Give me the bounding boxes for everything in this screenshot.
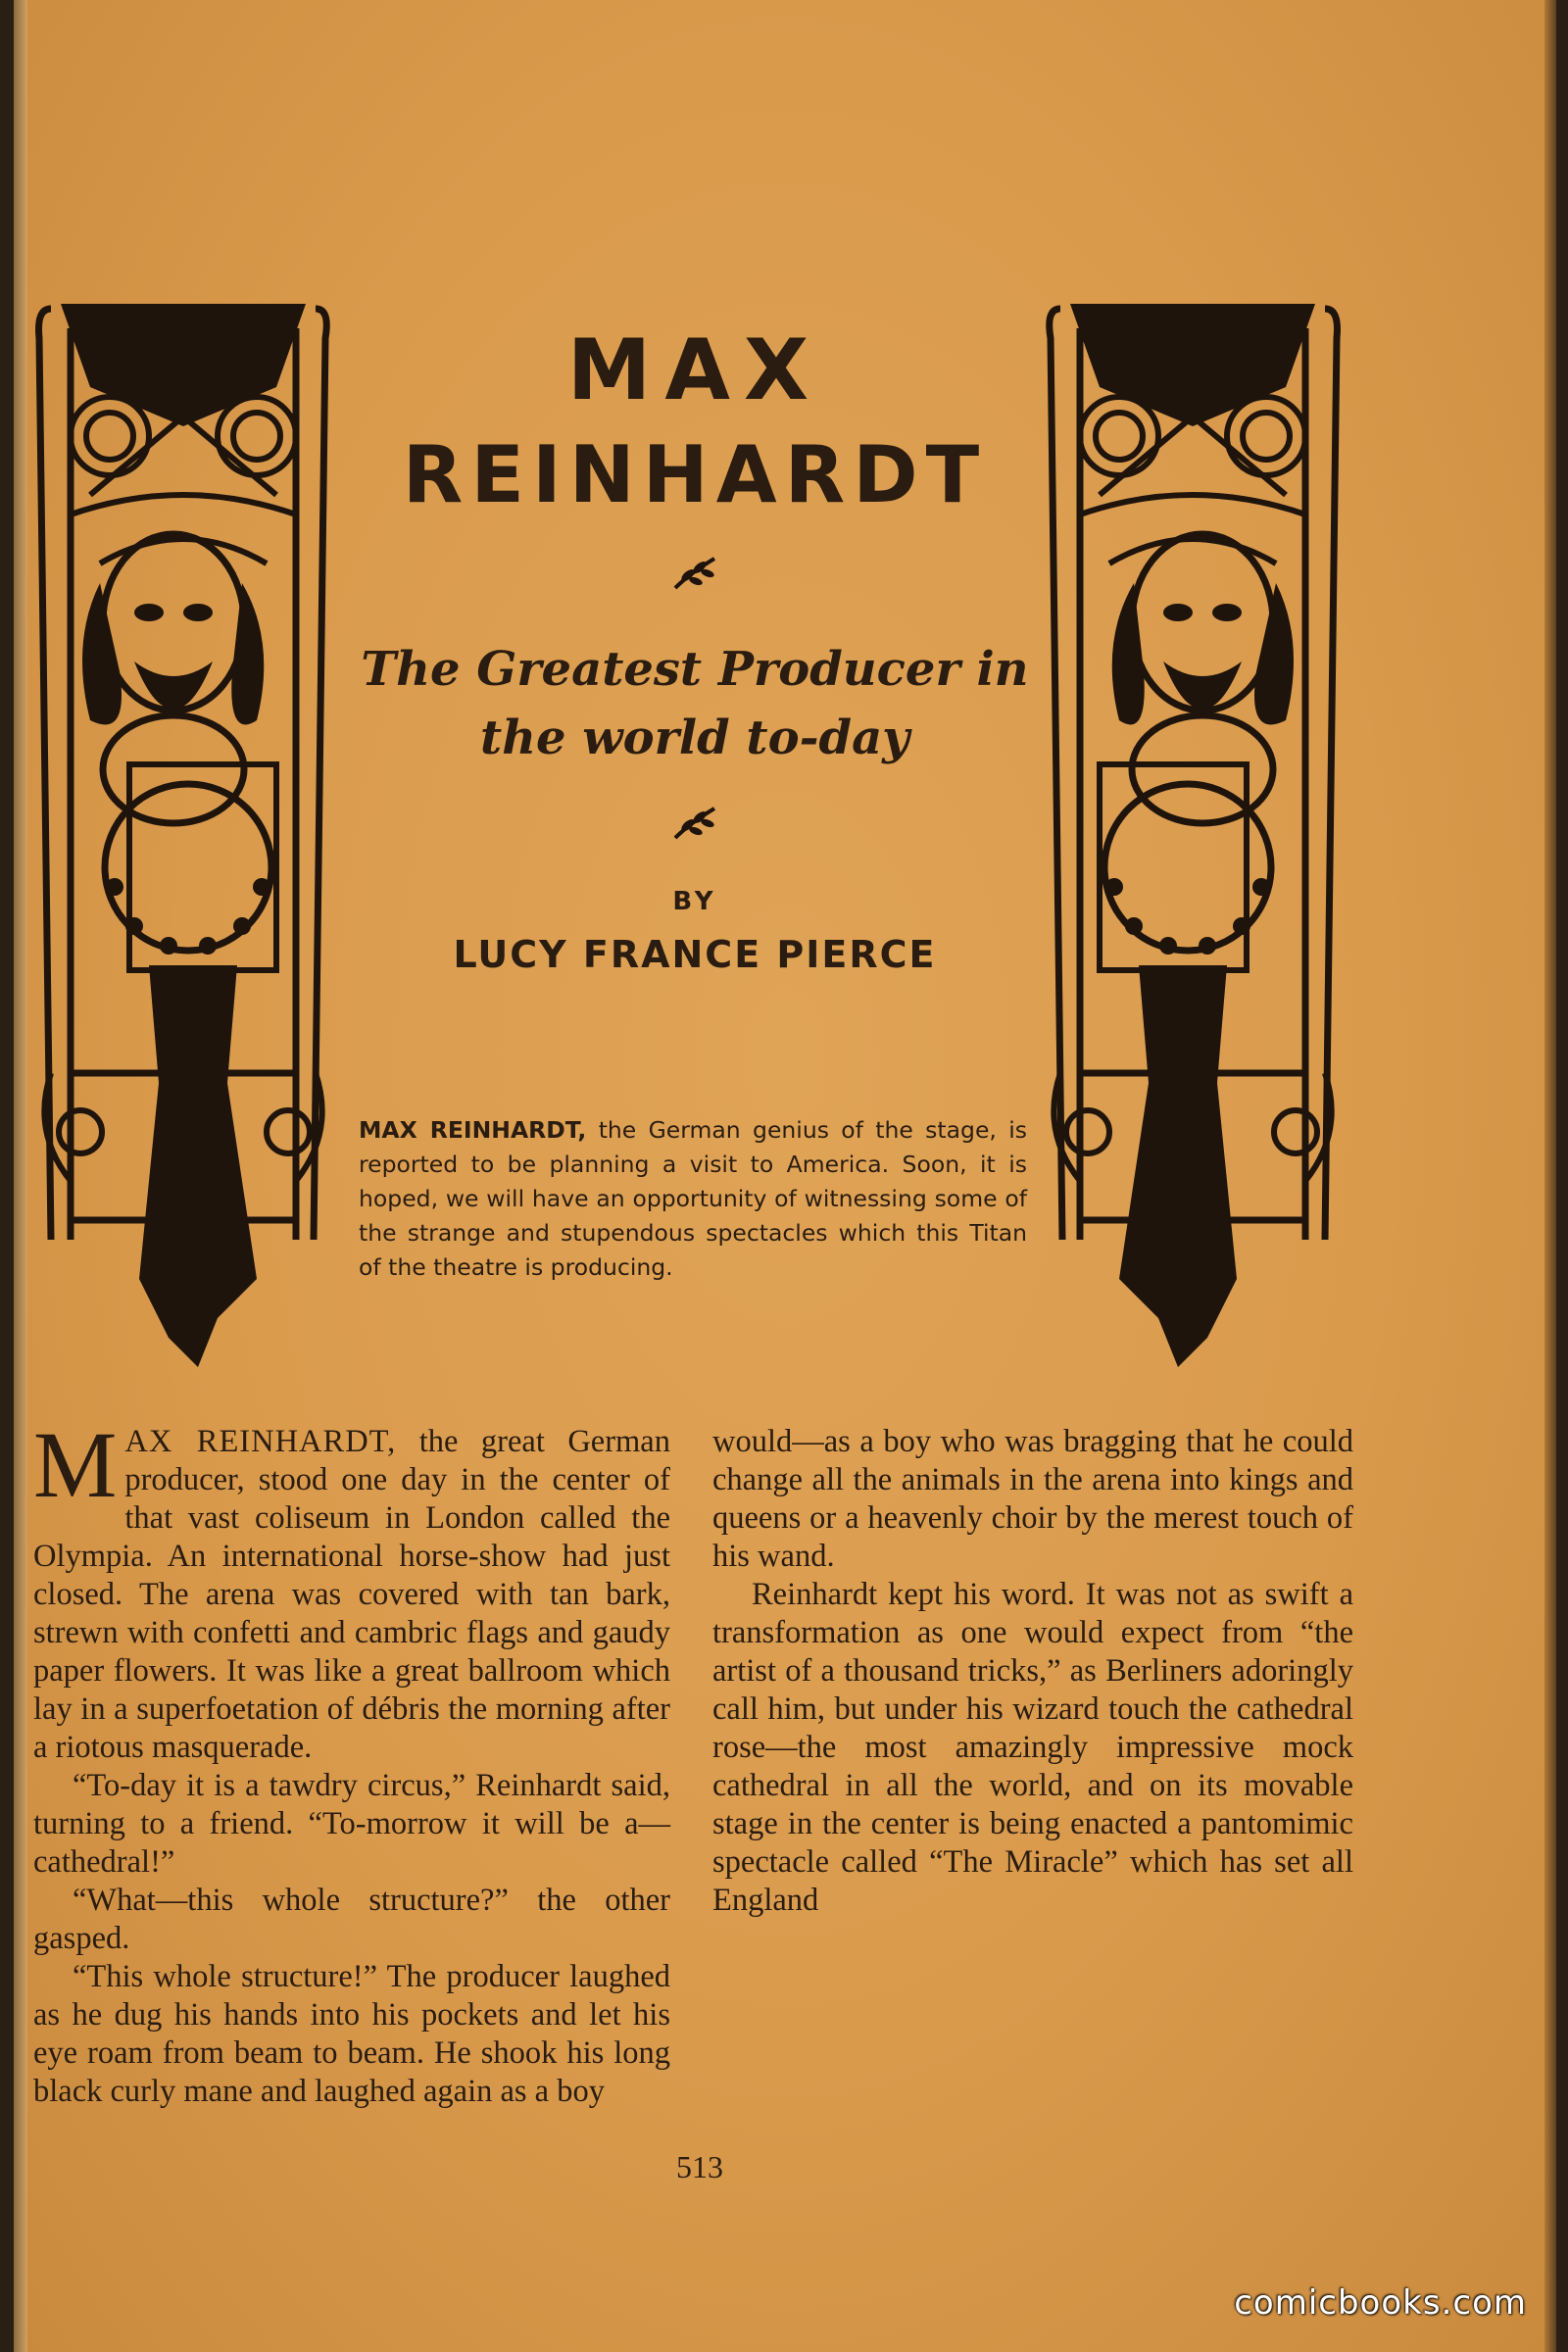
subtitle-line-2: the world to-day bbox=[479, 710, 910, 765]
paragraph-1 bbox=[33, 1412, 670, 1767]
paragraph-4: “This whole structure!” The producer laughed as he dug his hands into his pockets and let his eye roam from beam to beam. He shook his long black curly mane and laughed again as a boy bbox=[33, 1959, 670, 2109]
paragraph-5: Reinhardt kept his word. It was not as swift a transformation as one would expect from “the artist of a thousand tricks,” as Berliners adoringly call him, but under his wizard touch the cathedral rose—the most amazingly impressive mock cathedral in all the world, and on its movable stage in the center is being enacted a pantomimic spectacle called “The Miracle” which has set all England bbox=[712, 1577, 1353, 1918]
intro-blurb bbox=[359, 1113, 1027, 1285]
fleuron-icon bbox=[670, 804, 719, 843]
paragraph-1-text: the great German producer, stood one day in the center of that vast coliseum in London called the Olympia. An international horse-show had just closed. The arena was covered with tan bark, strewn with confetti and cambric flags and gaudy paper flowers. It was like a great ballroom which lay in a superfoetation of débris the morning after a riotous masquerade. bbox=[33, 1424, 670, 1765]
intro-text: the German genius of the stage, is reported to be planning a visit to America. Soon, it is hoped, we will have an opportunity of witnessing some of the strange and stupendous spectacles which this Titan of the theatre is producing. bbox=[359, 1116, 1027, 1281]
author-name: LUCY FRANCE PIERCE bbox=[453, 933, 937, 976]
watermark: comicbooks.com bbox=[1234, 2283, 1527, 2323]
drop-cap: M bbox=[33, 1412, 118, 1517]
body-column-left bbox=[33, 1412, 670, 2111]
title-line-2: REINHARDT bbox=[402, 429, 988, 520]
byline-label: BY bbox=[672, 887, 717, 916]
subtitle bbox=[352, 635, 1038, 772]
fleuron-icon bbox=[670, 554, 719, 593]
magazine-page bbox=[14, 0, 1556, 2352]
page-edge-right bbox=[1544, 0, 1556, 2352]
title-line-1: MAX bbox=[566, 321, 823, 419]
paragraph-4-continued: would—as a boy who was bragging that he could change all the animals in the arena into kings and queens or a heavenly choir by the merest touch of his wand. bbox=[712, 1424, 1353, 1574]
lead-caps: AX REINHARDT, bbox=[124, 1424, 397, 1459]
page-edge-left bbox=[14, 0, 27, 2352]
mask-ornament-left-icon bbox=[31, 299, 335, 1367]
mask-ornament-right-icon bbox=[1041, 299, 1345, 1367]
paragraph-3: “What—this whole structure?” the other gasped. bbox=[33, 1883, 670, 1956]
body-column-right bbox=[712, 1423, 1353, 1920]
paragraph-2: “To-day it is a tawdry circus,” Reinhardt said, turning to a friend. “To-morrow it will be a—cathedral!” bbox=[33, 1768, 670, 1880]
intro-lead: MAX REINHARDT, bbox=[359, 1116, 587, 1144]
page-number: 513 bbox=[676, 2149, 723, 2184]
subtitle-line-1: The Greatest Producer in bbox=[361, 642, 1029, 697]
